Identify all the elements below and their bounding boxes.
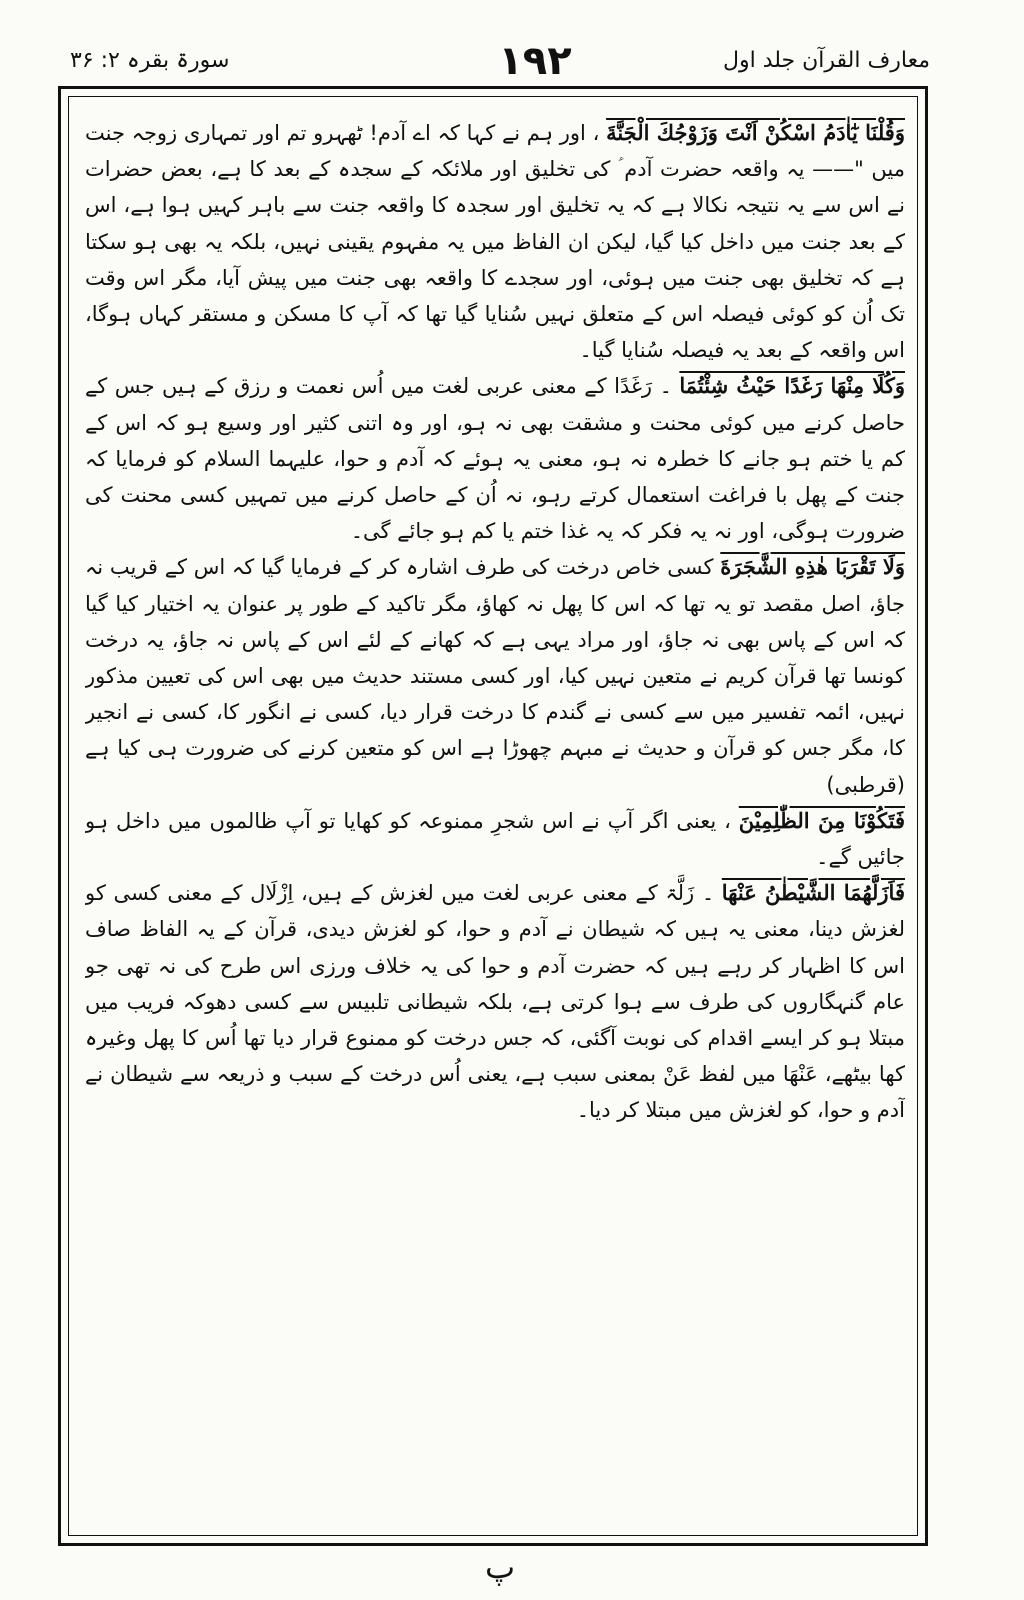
paragraph-text: ۔ رَغَدًا کے معنی عربی لغت میں اُس نعمت و رزق کے ہیں جس کے حاصل کرنے میں کوئی محنت و مشقت بھی نہ ہو، اور وہ اتنی کثیر اور وسیع ہو کہ اس کے کم یا ختم ہو جانے کا خطرہ نہ ہو، معنی یہ ہوئے کہ آدم و حوا، علیہما السلام کو فرمایا کہ جنت کے پھل با فراغت استعمال کرتے رہو، نہ اُن کے حاصل کرنے میں تمہیں کسی محنت کی ضرورت ہوگی، اور نہ یہ فکر کہ یہ غذا ختم یا کم ہو جائے گی۔ <box>85 374 905 544</box>
paragraph-3 <box>85 549 905 802</box>
book-title: معارف القرآن جلد اول <box>722 48 930 73</box>
paragraph-1 <box>85 115 905 368</box>
footer-signature: پ <box>484 1548 516 1586</box>
verse-quote: فَتَكُوْنَا مِنَ الظّٰلِمِيْنَ <box>738 807 905 833</box>
paragraph-4 <box>85 803 905 875</box>
commentary-body <box>85 115 905 1525</box>
surah-reference: سورۃ بقرہ ۲: ۳۶ <box>70 48 230 73</box>
paragraph-5 <box>85 875 905 1128</box>
verse-quote: وَقُلْنَا يٰٓاٰدَمُ اسْكُنْ اَنْتَ وَزَوْجُكَ الْجَنَّةَ <box>606 120 905 145</box>
page-header <box>60 38 940 88</box>
verse-quote: فَاَزَلَّهُمَا الشَّيْطٰنُ عَنْهَا <box>721 880 905 906</box>
paragraph-text: ، اور ہم نے کہا کہ اے آدم! ٹھہرو تم اور تمہاری زوجہ جنت میں "—— یہ واقعہ حضرت آدم ؑ کی تخلیق اور ملائکہ کے سجدہ کے بعد کا ہے، بعض حضرات نے اس سے یہ نتیجہ نکالا ہے کہ یہ تخلیق اور سجدہ کا واقعہ جنت سے باہر کہیں ہوا ہے، اس کے بعد جنت میں داخل کیا گیا، لیکن ان الفاظ میں یہ مفہوم یقینی نہیں، بلکہ یہ بھی ہو سکتا ہے کہ تخلیق بھی جنت میں ہوئی، اور سجدے کا واقعہ بھی جنت میں پیش آیا، مگر اس وقت تک اُن کو کوئی فیصلہ اس کے متعلق نہیں سُنایا گیا تھا کہ آپ کا مسکن و مستقر کہاں ہوگا، اس واقعہ کے بعد یہ فیصلہ سُنایا گیا۔ <box>85 121 905 363</box>
paragraph-text: ، یعنی اگر آپ نے اس شجرِ ممنوعہ کو کھایا تو آپ ظالموں میں داخل ہو جائیں گے۔ <box>85 808 905 870</box>
paragraph-text: کسی خاص درخت کی طرف اشارہ کر کے فرمایا گیا کہ اس کے قریب نہ جاؤ، اصل مقصد تو یہ تھا کہ اس کا پھل نہ کھاؤ، مگر تاکید کے طور پر عنوان یہ اختیار کیا گیا کہ اس کے پاس بھی نہ جاؤ، اور مراد یہی ہے کہ کھانے کے لئے اس کے پاس نہ جاؤ، یہ درخت کونسا تھا قرآن کریم نے متعین نہیں کیا، اور کسی مستند حدیث میں بھی اس کی تعیین مذکور نہیں، ائمہ تفسیر میں سے کسی نے گندم کا درخت قرار دیا، کسی نے انگور کا، کسی نے انجیر کا، مگر جس کو قرآن و حدیث نے مبہم چھوڑا ہے اس کو متعین کرنے کی ضرورت ہی کیا ہے (قرطبی) <box>85 555 905 797</box>
verse-quote: وَكُلَا مِنْهَا رَغَدًا حَيْثُ شِئْتُمَا <box>679 373 905 399</box>
paragraph-text: ۔ زَلَّۃ کے معنی عربی لغت میں لغزش کے ہیں، اِزْلَال کے معنی کسی کو لغزش دینا، معنی یہ ہیں کہ شیطان نے آدم و حوا، کو لغزش دیدی، قرآن کے یہ الفاظ صاف اس کا اظہار کر رہے ہیں کہ حضرت آدم و حوا کی یہ خلاف ورزی اس طرح کی نہ تھی جو عام گنہگاروں کی طرف سے ہوا کرتی ہے، بلکہ شیطانی تلبیس سے کسی دھوکہ فریب میں مبتلا ہو کر ایسے اقدام کی نوبت آگئی، کہ جس درخت کو ممنوع قرار دیا تھا اُس کا پھل وغیرہ کھا بیٹھے، عَنْهَا میں لفظ عَنْ بمعنی سبب ہے، یعنی اُس درخت کے سبب و ذریعہ سے شیطان نے آدم و حوا، کو لغزش میں مبتلا کر دیا۔ <box>85 881 905 1123</box>
paragraph-2 <box>85 368 905 549</box>
page-number: ۱۹۲ <box>498 38 572 84</box>
verse-quote: وَلَا تَقْرَبَا هٰذِهِ الشَّجَرَةَ <box>720 554 905 580</box>
